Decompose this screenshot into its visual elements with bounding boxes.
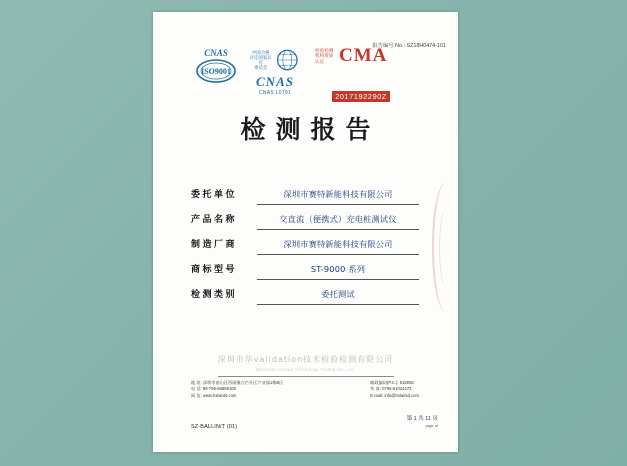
page-title: 检测报告 xyxy=(240,115,381,144)
company-name-chinese: 深圳市华validation技术检验检测有限公司 xyxy=(217,355,394,364)
footer-postcode-label: 邮政编码(P.C.): xyxy=(370,380,399,385)
footer-website-value[interactable]: www.hxlaintd.com xyxy=(202,392,237,398)
page-of-cn: 共 xyxy=(418,416,424,422)
cnas-seal-word: CNAS xyxy=(256,74,294,89)
field-label-test-type: 检测类别 xyxy=(191,290,238,300)
footer-address-value: 深圳市南山区西丽镇白芒社区产业园1栋B区 xyxy=(202,380,284,385)
page-unit: 页 xyxy=(432,416,438,422)
field-label-model: 商标型号 xyxy=(191,265,238,275)
page-label-en: page xyxy=(425,424,434,428)
footer-fax-label: 传 真: xyxy=(370,386,381,392)
field-value-model: ST-9000 系列 xyxy=(257,263,419,280)
footer-phone-label: 电 话: xyxy=(191,386,202,392)
document-code: SZ-BALLIN/T (01) xyxy=(191,424,238,430)
table-row xyxy=(191,205,419,230)
cma-seal-code: 2017192290Z xyxy=(332,91,390,102)
page-current: 1 xyxy=(413,416,417,422)
page-label-cn: 第 xyxy=(406,416,413,422)
cma-seal-word: CMA xyxy=(339,45,388,66)
field-value-client: 深圳市赛特新能科技有限公司 xyxy=(257,188,419,205)
page-of-en: of xyxy=(435,424,438,428)
field-label-manufacturer: 制造厂商 xyxy=(191,240,238,250)
cnas-accreditation-seal-icon xyxy=(249,46,301,96)
page-total: 11 xyxy=(425,416,431,422)
cma-seal-chinese-text: 检验检测 机构资质 认定 xyxy=(315,48,334,64)
svg-text:ISO9001: ISO9001 xyxy=(201,67,231,76)
red-stamp-smudge-icon xyxy=(432,182,460,312)
cnas-seal-chinese-text: 中国合格 评定国家认可 委员会 xyxy=(249,49,272,71)
cnas-seal-code: CNAS L0791 xyxy=(258,90,292,96)
cnas-iso-seal-top-text: CNAS xyxy=(204,48,228,58)
footer-contact-block xyxy=(191,380,419,399)
footer-email-value[interactable]: info@hxlaintd.com xyxy=(384,392,419,398)
red-stamp-smudge-secondary-icon xyxy=(439,208,454,288)
footer-website-line xyxy=(191,393,283,399)
footer-fax-value: 0755-61024273 xyxy=(382,386,412,392)
cma-seal-icon xyxy=(313,46,409,104)
cnas-seal-globe-icon xyxy=(274,46,301,74)
table-row xyxy=(191,280,419,305)
accreditation-logo-row xyxy=(153,45,458,101)
table-row xyxy=(191,230,419,255)
table-row xyxy=(191,255,419,280)
report-field-table xyxy=(191,180,419,305)
footer-email-line xyxy=(370,393,419,399)
company-name-english: Shenzhen Huaxin Technology Testing Co., Ltd. xyxy=(255,367,356,372)
field-value-test-type: 委托测试 xyxy=(257,288,419,305)
cnas-iso-seal-icon xyxy=(193,48,239,94)
field-label-product: 产品名称 xyxy=(191,215,238,225)
footer-postcode-value: 518055 xyxy=(399,380,414,385)
divider xyxy=(218,376,394,377)
footer-phone-value: 86-755-66856100 xyxy=(202,386,236,392)
field-value-product: 交直流（便携式）充电桩测试仪 xyxy=(257,213,419,230)
footer-right-column xyxy=(370,380,419,399)
field-label-client: 委托单位 xyxy=(191,190,238,200)
footer-email-label: E-mail: xyxy=(370,392,384,398)
footer-website-label: 网 址: xyxy=(191,392,202,398)
footer-left-column xyxy=(191,380,283,399)
cnas-iso-seal-ring-icon xyxy=(195,58,237,94)
field-value-manufacturer: 深圳市赛特新能科技有限公司 xyxy=(257,238,419,255)
report-page xyxy=(153,12,458,452)
page-footer-bar xyxy=(191,416,438,430)
footer-address-label: 地 址: xyxy=(191,380,202,385)
report-number: 报告编号 No.: SZ18H0474-101 xyxy=(372,43,446,49)
company-seal-block xyxy=(153,354,458,377)
page-number-block xyxy=(407,416,438,430)
table-row xyxy=(191,180,419,205)
